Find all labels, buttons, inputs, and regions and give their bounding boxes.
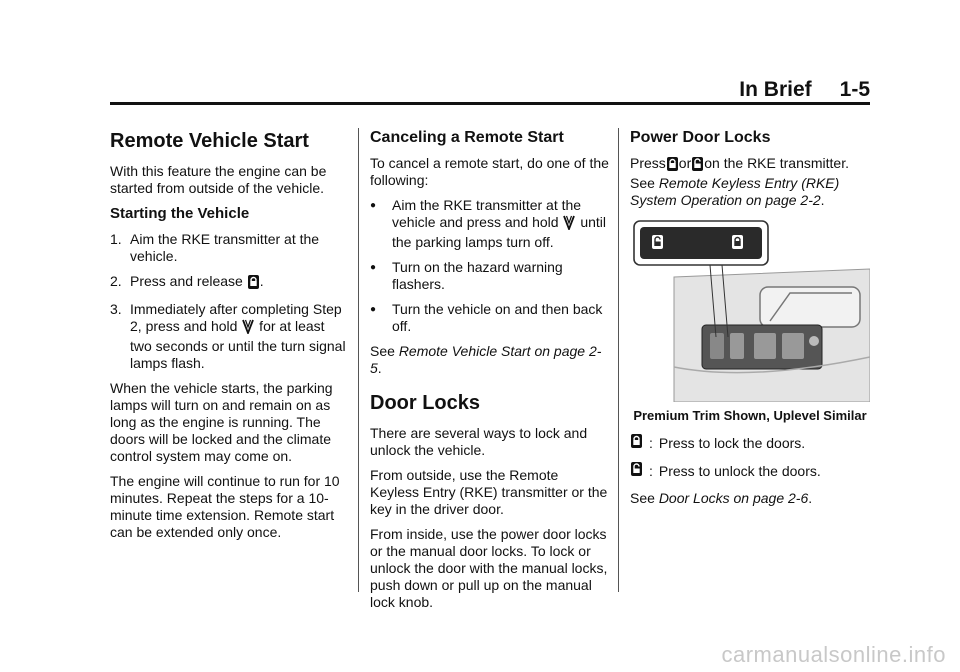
column-power-door-locks <box>630 125 870 515</box>
header-page-number: 1-5 <box>839 78 870 101</box>
step-text: Aim the RKE transmitter at the vehicle. <box>130 231 320 264</box>
header-section: In Brief <box>739 78 812 101</box>
header-rule <box>110 102 870 105</box>
see-reference <box>370 343 610 377</box>
step-text: Press and release <box>130 273 247 289</box>
intro-text: To cancel a remote start, do one of the following: <box>370 155 609 188</box>
see-prefix: See <box>370 343 399 359</box>
legend-text: Press to lock the doors. <box>658 434 806 451</box>
door-lock-switch-illustration <box>630 217 870 402</box>
cross-reference-link[interactable]: Door Locks on page 2-6 <box>658 490 809 506</box>
lock-icon <box>248 275 259 293</box>
intro-text: With this feature the engine can be started from outside of the vehicle. <box>110 163 327 196</box>
step-number: 1. <box>110 231 122 247</box>
list-item-text-end: until the parking lamps turn off. <box>392 214 607 250</box>
legend-row-lock <box>630 434 870 452</box>
paragraph: The engine will continue to run for 10 minutes. Repeat the steps for a 10-minute time extension. Remote start can be extended only once. <box>110 473 340 540</box>
list-item <box>370 197 610 251</box>
section-title: Canceling a Remote Start <box>370 129 564 146</box>
list-item <box>370 301 610 335</box>
unlock-icon <box>692 157 703 175</box>
column-divider <box>618 128 619 592</box>
legend-colon: : <box>649 462 653 479</box>
bullet-icon: ● <box>370 304 377 315</box>
section-title: Power Door Locks <box>630 129 771 146</box>
step-text: Immediately after completing Step 2, press and hold <box>130 301 342 334</box>
subsection-title: Starting the Vehicle <box>110 205 250 222</box>
lock-icon <box>667 157 678 175</box>
step-item <box>110 231 350 265</box>
legend-colon: : <box>649 434 653 451</box>
legend-text: Press to unlock the doors. <box>658 462 821 479</box>
lock-icon <box>631 434 642 452</box>
section-title: Door Locks <box>370 392 481 414</box>
list-item-text: Aim the RKE transmitter at the vehicle and press and hold <box>392 197 582 230</box>
step-number: 3. <box>110 301 122 317</box>
unlock-icon <box>631 462 642 480</box>
see-reference <box>630 490 870 507</box>
rke-text: on the RKE transmitter. See <box>630 155 849 191</box>
press-text: Press <box>630 155 666 171</box>
or-text: or <box>678 155 692 171</box>
bullet-icon: ● <box>370 200 377 211</box>
ref-suffix: . <box>820 192 825 208</box>
see-suffix: . <box>377 360 382 376</box>
see-prefix: See <box>630 490 659 506</box>
column-remote-start <box>110 125 350 549</box>
section-title: Remote Vehicle Start <box>110 130 309 152</box>
page-header <box>110 78 870 102</box>
list-item <box>370 259 610 293</box>
bullet-icon: ● <box>370 262 377 273</box>
column-cancel-and-door-locks <box>370 125 610 619</box>
step-number: 2. <box>110 273 122 289</box>
figure-caption: Premium Trim Shown, Uplevel Similar <box>633 408 867 423</box>
step-item <box>110 301 350 372</box>
paragraph: From outside, use the Remote Keyless Entry (RKE) transmitter or the key in the driver door. <box>370 467 608 517</box>
list-item-text: Turn the vehicle on and then back off. <box>392 301 603 334</box>
step-text-end: for at least two seconds or until the turn signal lamps flash. <box>130 318 346 371</box>
remote-start-icon <box>563 215 575 234</box>
list-item-text: Turn on the hazard warning flashers. <box>392 259 563 292</box>
remote-start-icon <box>242 319 254 338</box>
paragraph: There are several ways to lock and unlock the vehicle. <box>370 425 588 458</box>
cross-reference-link[interactable]: Remote Keyless Entry (RKE) System Operation on page 2-2 <box>630 175 840 208</box>
intro-text <box>630 155 870 209</box>
step-text-end: . <box>259 273 264 289</box>
step-item <box>110 273 350 293</box>
legend-row-unlock <box>630 462 870 480</box>
paragraph: From inside, use the power door locks or the manual door locks. To lock or unlock the door with the manual locks, push down or pull up on the manual lock knob. <box>370 526 608 610</box>
cross-reference-link[interactable]: Remote Vehicle Start on page 2-5 <box>370 343 602 376</box>
see-suffix: . <box>808 490 813 506</box>
watermark: carmanualsonline.info <box>721 642 946 667</box>
column-divider <box>358 128 359 592</box>
paragraph: When the vehicle starts, the parking lamps will turn on and remain on as long as the engine is running. The doors will be locked and the climate control system may come on. <box>110 380 333 464</box>
